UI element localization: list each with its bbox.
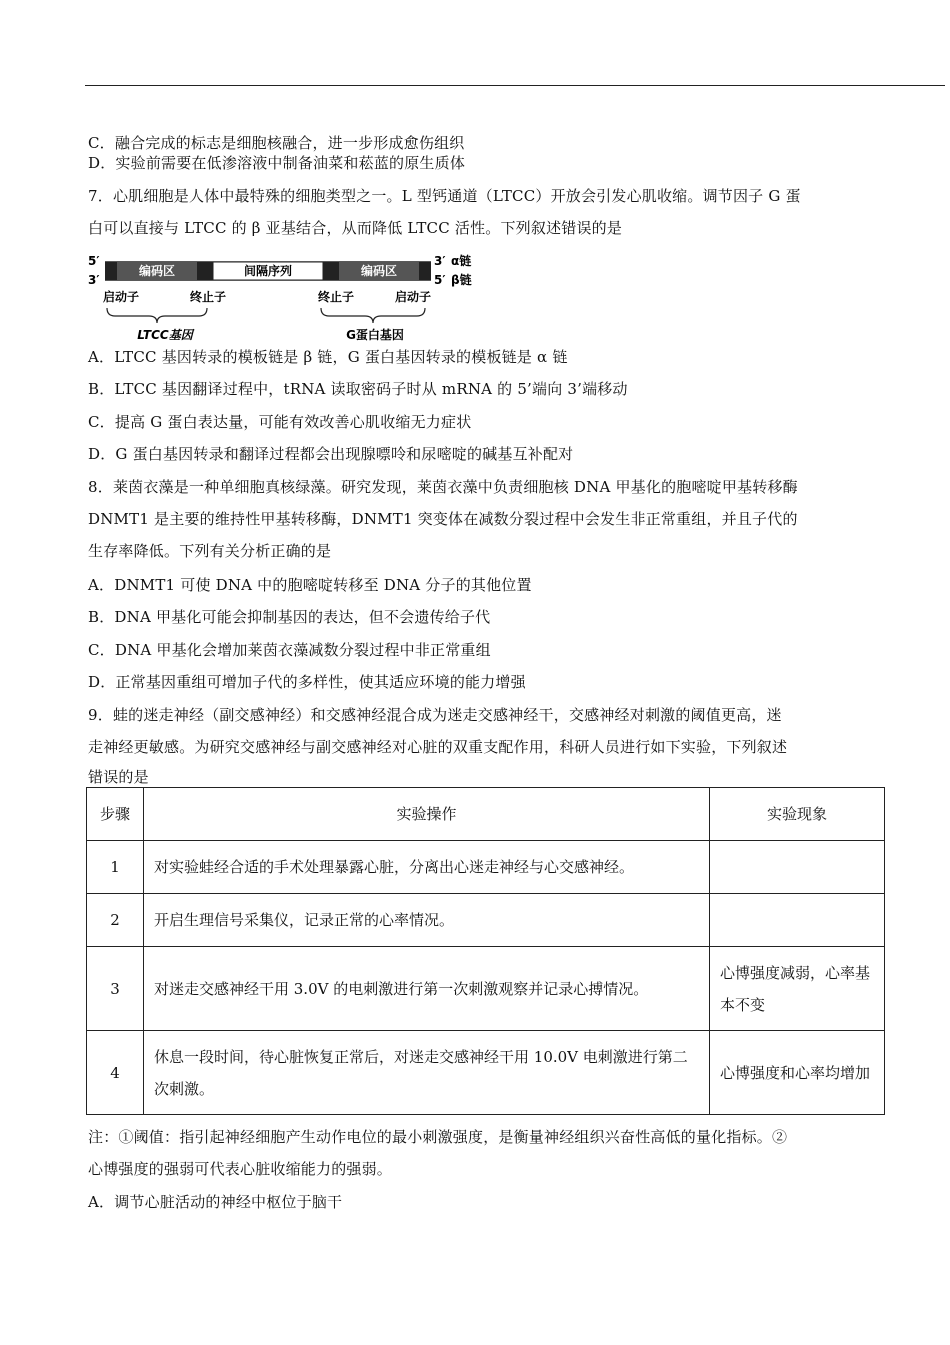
question-7-line2: 白可以直接与 LTCC 的 β 亚基结合，从而降低 LTCC 活性。下列叙述错误的是: [88, 219, 623, 237]
q8-option-a: A．DNMT1 可使 DNA 中的胞嘧啶转移至 DNA 分子的其他位置: [88, 576, 532, 594]
operation-cell: 休息一段时间，待心脏恢复正常后，对迷走交感神经干用 10.0V 电刺激进行第二次刺激。: [144, 1031, 710, 1115]
header-step: 步骤: [87, 788, 144, 841]
g-promoter-label: 启动子: [395, 290, 432, 304]
g-right-block: [419, 262, 431, 280]
q7-option-b: B．LTCC 基因翻译过程中，tRNA 读取密码子时从 mRNA 的 5’端向 3’端移动: [88, 380, 628, 398]
observation-cell: [710, 894, 885, 947]
ltcc-coding-label: 编码区: [138, 264, 176, 278]
gene-diagram: [85, 250, 485, 345]
q7-option-d: D．G 蛋白基因转录和翻译过程都会出现腺嘌呤和尿嘧啶的碱基互补配对: [88, 445, 574, 463]
question-7-line1: 7．心肌细胞是人体中最特殊的细胞类型之一。L 型钙通道（LTCC）开放会引发心肌收缩。调节因子 G 蛋: [88, 187, 801, 205]
observation-cell: [710, 841, 885, 894]
step-cell: 3: [87, 947, 144, 1031]
q7-option-a: A．LTCC 基因转录的模板链是 β 链，G 蛋白基因转录的模板链是 α 链: [88, 348, 568, 366]
operation-cell: 对实验蛙经合适的手术处理暴露心脏，分离出心迷走神经与心交感神经。: [144, 841, 710, 894]
note-line1: 注：①阈值：指引起神经细胞产生动作电位的最小刺激强度，是衡量神经组织兴奋性高低的量化指标。②: [88, 1128, 788, 1146]
g-terminator-label: 终止子: [318, 290, 355, 304]
q8-option-d: D．正常基因重组可增加子代的多样性，使其适应环境的能力增强: [88, 673, 526, 691]
question-9-line3: 错误的是: [88, 768, 149, 786]
observation-cell: 心博强度减弱，心率基本不变: [710, 947, 885, 1031]
step-cell: 2: [87, 894, 144, 947]
step-cell: 4: [87, 1031, 144, 1115]
header-operation: 实验操作: [144, 788, 710, 841]
label-5prime-bottom: 5′: [434, 273, 446, 287]
label-3prime-top: 3′: [434, 254, 446, 268]
experiment-table: [86, 787, 885, 1115]
question-8-line3: 生存率降低。下列有关分析正确的是: [88, 542, 332, 560]
ltcc-promoter-label: 启动子: [103, 290, 140, 304]
g-brace: [321, 308, 425, 323]
q7-option-c: C．提高 G 蛋白表达量，可能有效改善心肌收缩无力症状: [88, 413, 472, 431]
table-row: [87, 841, 885, 894]
label-5prime-top: 5′: [88, 254, 100, 268]
g-gene-label: G蛋白基因: [346, 328, 404, 342]
spacer-label: 间隔序列: [243, 264, 293, 278]
ltcc-right-block: [197, 262, 213, 280]
question-9-line2: 走神经更敏感。为研究交感神经与副交感神经对心脏的双重支配作用，科研人员进行如下实验，下列叙述: [88, 738, 788, 756]
table-header-row: [87, 788, 885, 841]
table-row: [87, 894, 885, 947]
question-8-line2: DNMT1 是主要的维持性甲基转移酶，DNMT1 突变体在减数分裂过程中会发生非正常重组，并且子代的: [88, 510, 798, 528]
q8-option-c: C．DNA 甲基化会增加莱茵衣藻减数分裂过程中非正常重组: [88, 641, 491, 659]
label-alpha-chain: α链: [451, 254, 472, 268]
question-8-line1: 8．莱茵衣藻是一种单细胞真核绿藻。研究发现，莱茵衣藻中负责细胞核 DNA 甲基化的胞嘧啶甲基转移酶: [88, 478, 798, 496]
g-coding-label: 编码区: [360, 264, 398, 278]
header-rule: [85, 85, 945, 86]
ltcc-left-block: [105, 262, 117, 280]
operation-cell: 对迷走交感神经干用 3.0V 的电刺激进行第一次刺激观察并记录心搏情况。: [144, 947, 710, 1031]
ltcc-brace: [107, 308, 207, 323]
table-row: [87, 1031, 885, 1115]
header-observation: 实验现象: [710, 788, 885, 841]
ltcc-gene-label: LTCC基因: [137, 328, 193, 342]
question-9-line1: 9．蛙的迷走神经（副交感神经）和交感神经混合成为迷走交感神经干，交感神经对刺激的阈值更高，迷: [88, 706, 782, 724]
table-row: [87, 947, 885, 1031]
q9-option-a: A．调节心脏活动的神经中枢位于脑干: [88, 1193, 343, 1211]
option-d-q6: D．实验前需要在低渗溶液中制备油菜和菘蓝的原生质体: [88, 154, 466, 172]
operation-cell: 开启生理信号采集仪，记录正常的心率情况。: [144, 894, 710, 947]
label-3prime-bottom: 3′: [88, 273, 100, 287]
observation-cell: 心博强度和心率均增加: [710, 1031, 885, 1115]
note-line2: 心博强度的强弱可代表心脏收缩能力的强弱。: [88, 1160, 393, 1178]
label-beta-chain: β链: [451, 273, 472, 287]
ltcc-terminator-label: 终止子: [190, 290, 227, 304]
option-c-q6: C．融合完成的标志是细胞核融合，进一步形成愈伤组织: [88, 134, 465, 152]
step-cell: 1: [87, 841, 144, 894]
g-left-block: [323, 262, 339, 280]
q8-option-b: B．DNA 甲基化可能会抑制基因的表达，但不会遗传给子代: [88, 608, 491, 626]
